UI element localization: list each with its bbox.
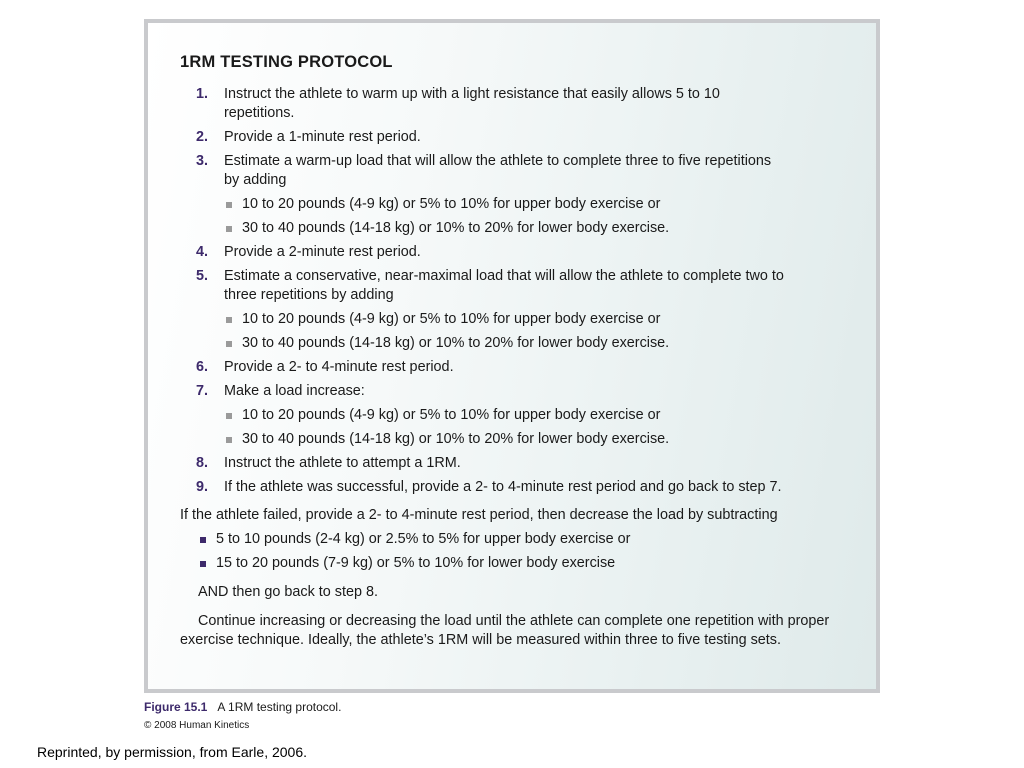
square-bullet-icon [200, 561, 206, 567]
step-text: Make a load increase: [224, 383, 365, 399]
failure-item-text: 15 to 20 pounds (7-9 kg) or 5% to 10% for lower body exercise [216, 555, 616, 571]
square-bullet-icon [226, 202, 232, 208]
protocol-panel [144, 19, 880, 693]
square-bullet-icon [226, 341, 232, 347]
step-text: Estimate a conservative, near-maximal load that will allow the athlete to complete two to [224, 268, 784, 284]
step-number: 6. [196, 359, 209, 375]
square-bullet-icon [226, 437, 232, 443]
step-text: Estimate a warm-up load that will allow the athlete to complete three to five repetitions [224, 153, 772, 169]
step-5 [180, 267, 870, 305]
step-text: Instruct the athlete to attempt a 1RM. [224, 455, 461, 471]
figure-text: A 1RM testing protocol. [217, 700, 342, 714]
sub-item [180, 334, 870, 353]
step-2 [180, 128, 870, 147]
step-3 [180, 152, 870, 190]
sub-item-text: 30 to 40 pounds (14-18 kg) or 10% to 20% for lower body exercise. [242, 431, 670, 447]
step-7 [180, 382, 870, 401]
step-text-continued: repetitions. [224, 105, 295, 121]
sub-item-text: 10 to 20 pounds (4-9 kg) or 5% to 10% for upper body exercise or [242, 311, 661, 327]
step-number: 2. [196, 129, 209, 145]
step-number: 1. [196, 86, 209, 102]
figure-caption [144, 700, 341, 714]
square-bullet-icon [226, 413, 232, 419]
sub-item-text: 10 to 20 pounds (4-9 kg) or 5% to 10% for upper body exercise or [242, 407, 661, 423]
failure-item-text: 5 to 10 pounds (2-4 kg) or 2.5% to 5% for upper body exercise or [216, 531, 631, 547]
step-number: 3. [196, 153, 209, 169]
step-text: Provide a 2- to 4-minute rest period. [224, 359, 454, 375]
reprint-note: Reprinted, by permission, from Earle, 2006. [37, 744, 308, 760]
failure-continue: Continue increasing or decreasing the load until the athlete can complete one repetition with proper exercise technique. Ideally, the athlete’s 1RM will be measured within three to five testing sets. [180, 613, 830, 648]
copyright-note: © 2008 Human Kinetics [144, 720, 250, 731]
sub-item [180, 430, 870, 449]
step-text: If the athlete was successful, provide a 2- to 4-minute rest period and go back to step 7. [224, 479, 782, 495]
sub-item [180, 195, 870, 214]
sub-item [180, 310, 870, 329]
square-bullet-icon [226, 226, 232, 232]
step-number: 9. [196, 479, 209, 495]
step-number: 8. [196, 455, 209, 471]
protocol-title: 1RM TESTING PROTOCOL [180, 53, 393, 71]
failure-then: AND then go back to step 8. [198, 584, 378, 600]
step-number: 4. [196, 244, 209, 260]
step-number: 7. [196, 383, 209, 399]
step-4 [180, 243, 870, 262]
steps-list [180, 85, 870, 502]
step-number: 5. [196, 268, 209, 284]
step-8 [180, 454, 870, 473]
square-bullet-icon [200, 537, 206, 543]
sub-item-text: 30 to 40 pounds (14-18 kg) or 10% to 20% for lower body exercise. [242, 335, 670, 351]
sub-item [180, 219, 870, 238]
square-bullet-icon [226, 317, 232, 323]
failure-item [180, 530, 870, 549]
step-text: Provide a 2-minute rest period. [224, 244, 421, 260]
sub-item-text: 10 to 20 pounds (4-9 kg) or 5% to 10% for upper body exercise or [242, 196, 661, 212]
figure-label: Figure 15.1 [144, 700, 208, 714]
failure-item [180, 554, 870, 573]
step-1 [180, 85, 870, 123]
step-text: Instruct the athlete to warm up with a light resistance that easily allows 5 to 10 [224, 86, 720, 102]
failure-intro: If the athlete failed, provide a 2- to 4-minute rest period, then decrease the load by subtracting [180, 507, 778, 523]
failure-section [180, 506, 870, 650]
step-text-continued: by adding [224, 172, 287, 188]
sub-item-text: 30 to 40 pounds (14-18 kg) or 10% to 20% for lower body exercise. [242, 220, 670, 236]
sub-item [180, 406, 870, 425]
step-9 [180, 478, 870, 497]
step-text: Provide a 1-minute rest period. [224, 129, 421, 145]
step-text-continued: three repetitions by adding [224, 287, 394, 303]
step-6 [180, 358, 870, 377]
